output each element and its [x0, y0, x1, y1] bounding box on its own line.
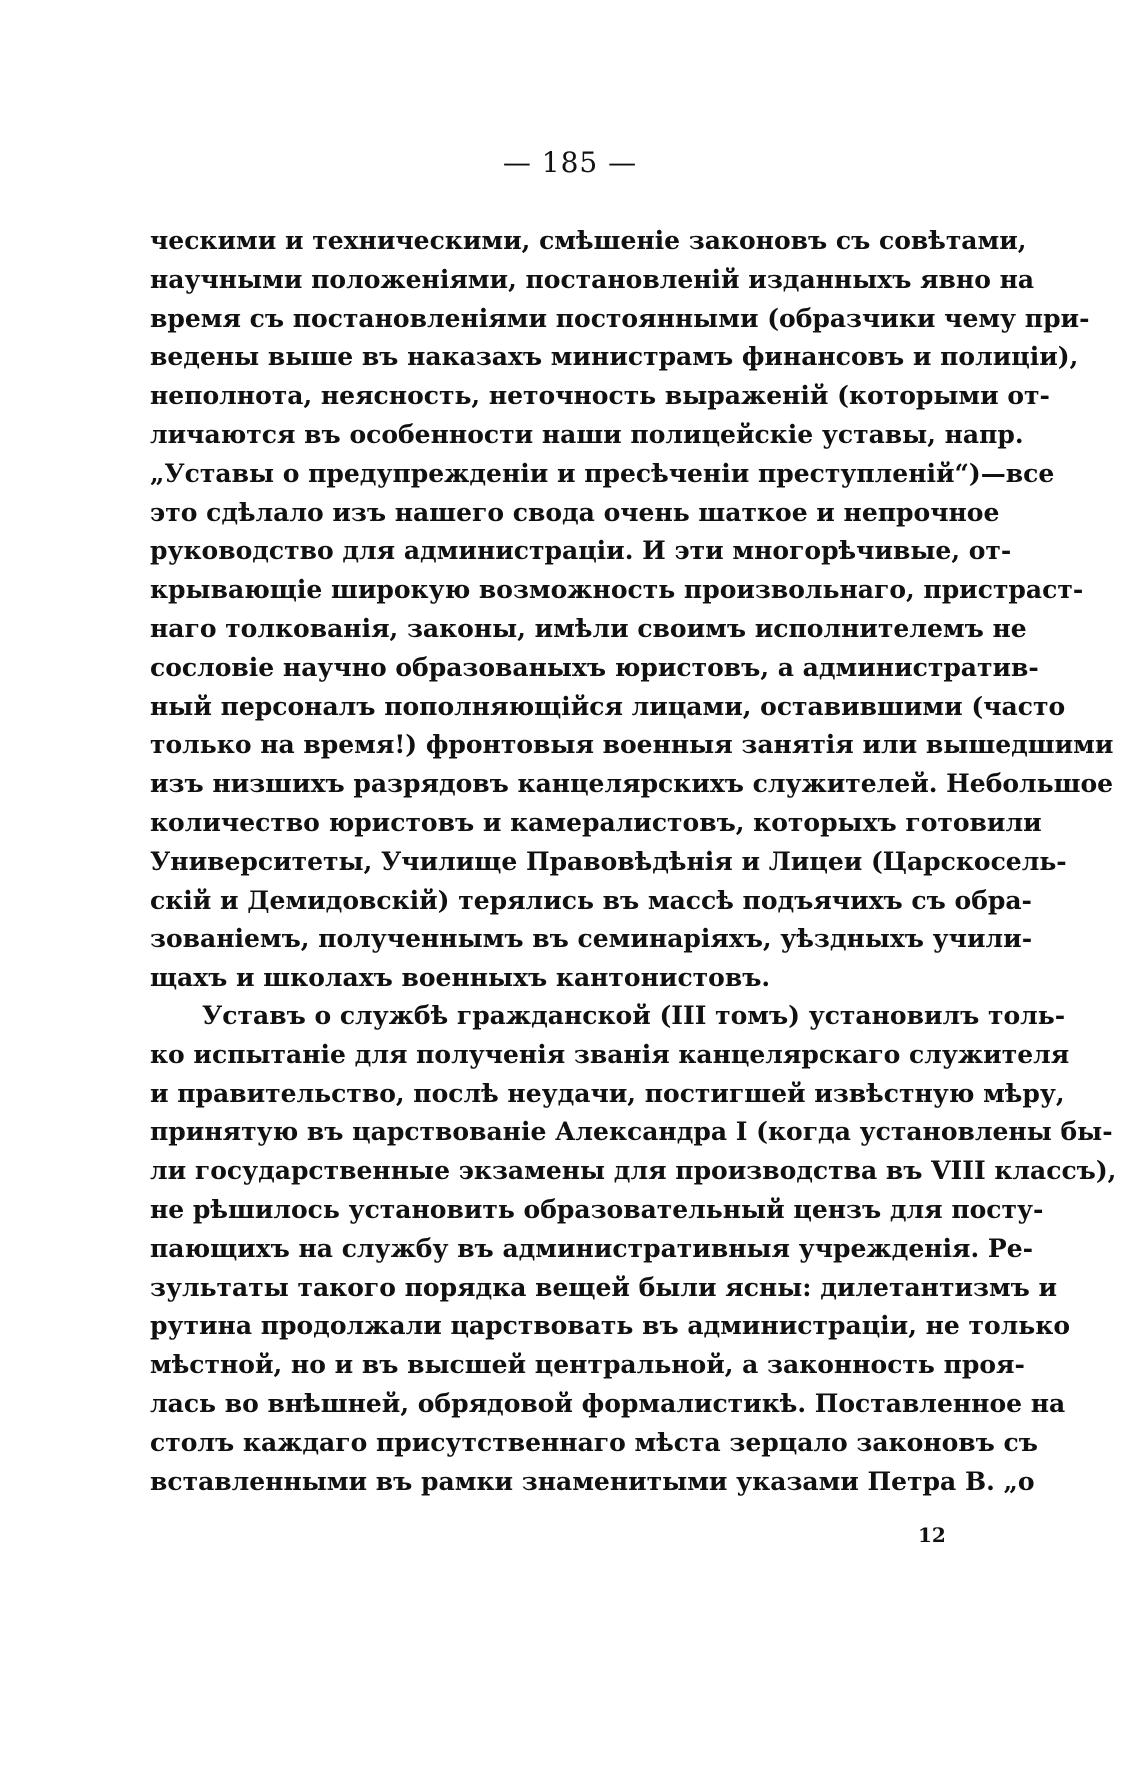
signature-mark: 12	[918, 1523, 946, 1547]
text-line: ный персоналъ пополняющійся лицами, оставившими (часто	[150, 691, 1066, 721]
text-line: зультаты такого порядка вещей были ясны: дилетантизмъ и	[150, 1272, 1058, 1302]
text-line: сословіе научно образованыхъ юристовъ, а административ-	[150, 652, 1039, 682]
text-line: „Уставы о предупрежденіи и пресѣченіи преступленій“)—все	[150, 458, 1055, 488]
text-line: рутина продолжали царствовать въ администраціи, не только	[150, 1311, 1071, 1341]
text-line: зованіемъ, полученнымъ въ семинаріяхъ, уѣздныхъ учили-	[150, 924, 1033, 954]
text-line: изъ низшихъ разрядовъ канцелярскихъ служителей. Небольшое	[150, 769, 1114, 799]
text-line: мѣстной, но и въ высшей центральной, а законность проя-	[150, 1350, 1025, 1380]
text-line: ческими и техническими, смѣшеніе законовъ съ совѣтами,	[150, 226, 1027, 255]
text-line: лась во внѣшней, обрядовой формалистикѣ. Поставленное на	[150, 1388, 1066, 1418]
text-line: Уставъ о службѣ гражданской (III томъ) установилъ толь-	[202, 1001, 1066, 1030]
text-line: время съ постановленіями постоянными (образчики чему при-	[150, 303, 1090, 333]
text-line: столъ каждаго присутственнаго мѣста зерцало законовъ съ	[150, 1427, 1038, 1457]
text-line: неполнота, неясность, неточность выраженій (которыми от-	[150, 381, 1050, 411]
text-line: ведены выше въ наказахъ министрамъ финансовъ и полиціи),	[150, 342, 1079, 372]
page-number: — 185 —	[502, 146, 638, 179]
text-line: крывающіе широкую возможность произвольнаго, пристраст-	[150, 575, 1084, 605]
text-line: принятую въ царствованіе Александра I (когда установлены бы-	[150, 1117, 1113, 1147]
text-line: ко испытаніе для полученія званія канцелярскаго служителя	[150, 1039, 1070, 1069]
text-line: ли государственные экзамены для производства въ VIII классъ),	[150, 1156, 1117, 1186]
text-line: личаются въ особенности наши полицейскіе уставы, напр.	[150, 419, 1024, 449]
text-line: не рѣшилось установить образовательный цензъ для посту-	[150, 1194, 1044, 1224]
text-line: щахъ и школахъ военныхъ кантонистовъ.	[150, 963, 771, 993]
text-line: Университеты, Училище Правовѣдѣнія и Лицеи (Царскосель-	[150, 846, 1067, 876]
text-line: это сдѣлало изъ нашего свода очень шаткое и непрочное	[150, 497, 1000, 527]
text-line: только на время!) фронтовыя военныя занятія или вышедшими	[150, 730, 1114, 760]
text-line: научными положеніями, постановленій изданныхъ явно на	[150, 264, 1035, 294]
text-line: количество юристовъ и камералистовъ, которыхъ готовили	[150, 807, 1042, 837]
text-line: вставленными въ рамки знаменитыми указами Петра В. „о	[150, 1466, 1035, 1496]
paragraph-1	[150, 222, 1114, 998]
text-line: руководство для администраціи. И эти многорѣчивые, от-	[150, 536, 1012, 566]
text-line: и правительство, послѣ неудачи, постигшей извѣстную мѣру,	[150, 1078, 1065, 1108]
paragraph-2	[150, 997, 1117, 1501]
text-line: скій и Демидовскій) терялись въ массѣ подъячихъ съ обра-	[150, 885, 1032, 915]
text-line: наго толкованія, законы, имѣли своимъ исполнителемъ не	[150, 613, 1027, 643]
text-line: пающихъ на службу въ административныя учрежденія. Ре-	[150, 1233, 1033, 1263]
